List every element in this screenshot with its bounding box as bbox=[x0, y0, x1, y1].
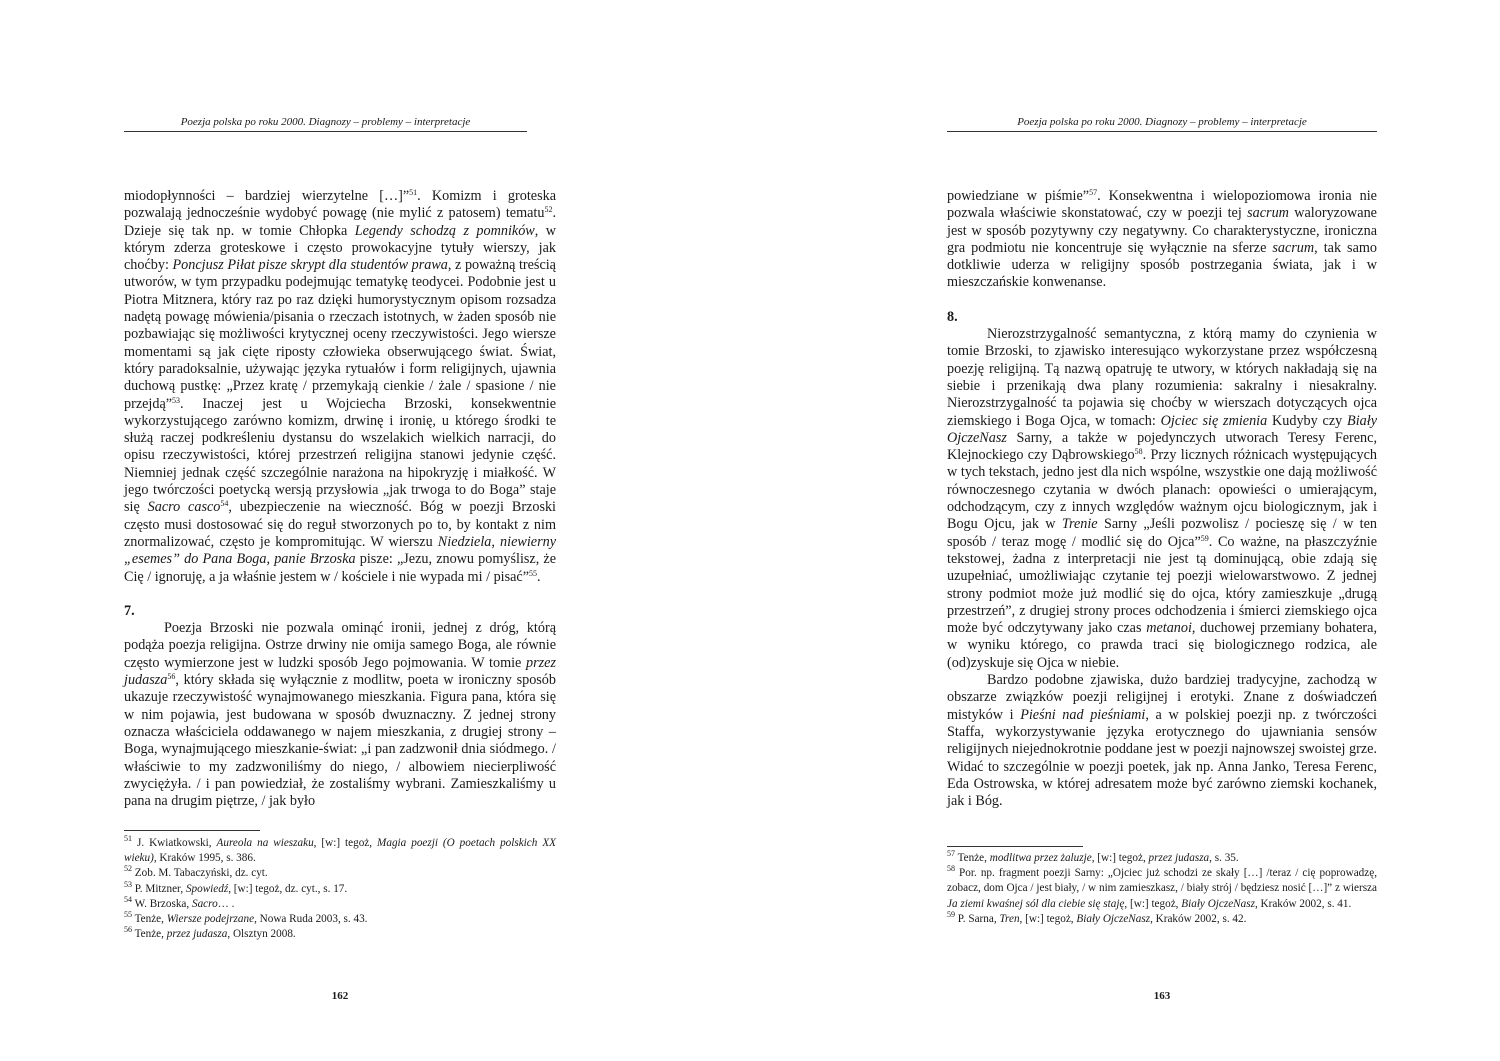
footnote: $^{56}$ Tenże, przez judasza, Olsztyn 2008. bbox=[124, 925, 296, 941]
footnote-rule bbox=[947, 846, 1083, 847]
footnote: $^{53}$ P. Mitzner, Spowiedź, [w:] tegoż, dz. cyt., s. 17. bbox=[124, 879, 348, 895]
paragraph: Nierozstrzygalność semantyczna, z którą mamy do czynienia w tomie Brzoski, to zjawisko interesująco wykorzystane przez współczesną poezję religijną. Tą nazwą opatruję te utwory, w których nakładają się na siebie i przenikają dwa plany rozumienia: sakralny i niesakralny. Nierozstrzygalność ta pojawia się choćby w wierszach dotyczących ojca ziemskiego i Boga Ojca, w tomach: Ojciec się zmienia Kudyby czy Biały OjczeNasz Sarny, a także w pojedynczych utworach Teresy Ferenc, Klejnockiego czy Dąbrowskiego$^{58}$. Przy licznych różnicach występujących w tych tekstach, jedno jest dla nich wspólne, wszystkie one dają możliwość równoczesnego czytania w dwóch planach: opowieści o umierającym, odchodzącym, czy z innych względów ważnym ojcu biologicznym, jak i Bogu Ojcu, jak w Trenie Sarny „Jeśli pozwolisz / pocieszę się / w ten sposób / teraz mogę / modlić się do Ojca”$^{59}$. Co ważne, na płaszczyźnie tekstowej, żadna z interpretacji nie jest tą dominującą, obie zdają się uzupełniać, umożliwiając czytanie tej poezji wielowarstwowo. Z jednej strony podmiot może już modlić się do ojca, który zamieszkuje „drugą przestrzeń”, z drugiej strony proces odchodzenia i śmierci ziemskiego ojca może być odczytywany jako czas metanoi, duchowej przemiany bohatera, w wyniku którego, co prawda traci się biologicznego rodzica, ale (od)zyskuje się Ojca w niebie. bbox=[947, 326, 1378, 671]
footnote: $^{59}$ P. Sarna, Tren, [w:] tegoż, Biały OjczeNasz, Kraków 2002, s. 42. bbox=[947, 909, 1247, 925]
running-head: Poezja polska po roku 2000. Diagnozy – problemy – interpretacje bbox=[1017, 116, 1307, 128]
footnote-ref: 59 bbox=[1200, 533, 1209, 543]
footnote: $^{51}$ J. Kwiatkowski, Aureola na wieszaku, [w:] tegoż, Magia poezji (O poetach polskich XX wieku), Kraków 1995, s. 386. bbox=[124, 834, 556, 865]
page-number: 162 bbox=[331, 990, 349, 1002]
footnote: $^{55}$ Tenże, Wiersze podejrzane, Nowa Ruda 2003, s. 43. bbox=[124, 910, 368, 926]
footnote: $^{54}$ W. Brzoska, Sacro… . bbox=[124, 894, 235, 910]
footnotes bbox=[124, 836, 556, 942]
footnote-ref: 51 bbox=[409, 188, 418, 197]
footnote-ref: 57 bbox=[1089, 188, 1098, 197]
paragraph: powiedziane w piśmie”$^{57}$. Konsekwentna i wielopoziomowa ironia nie pozwala właściwie skonstatować, czy w poezji tej sacrum waloryzowane jest w sposób pozytywny czy negatywny. Co charakterystyczne, ironiczna gra podmiotu nie koncentruje się wyłącznie na sferze sacrum, tak samo dotkliwie uderza w religijny sposób postrzegania świata, jak i w mieszczańskie konwenanse. bbox=[947, 188, 1377, 291]
page-number: 163 bbox=[1153, 990, 1171, 1002]
header-rule bbox=[947, 131, 1377, 132]
body-text bbox=[124, 188, 556, 810]
right-page bbox=[750, 0, 1500, 1061]
footnote-ref: 58 bbox=[1134, 447, 1143, 457]
footnote-ref: 55 bbox=[529, 568, 538, 578]
footnote-ref: 56 bbox=[167, 672, 176, 682]
footnote-ref: 52 bbox=[544, 205, 553, 215]
footnote: $^{58}$ Por. np. fragment poezji Sarny: „Ojciec już schodzi ze skały […] /teraz / cię poprowadzę, zobacz, dom Ojca / jest biały, / w nim zamieszkasz, / biały strój / będziesz nosić […]” z wiersza Ja ziemi kwaśnej sól dla ciebie się staję, [w:] tegoż, Biały OjczeNasz, Kraków 2002, s. 41. bbox=[947, 864, 1377, 910]
footnotes bbox=[947, 851, 1377, 927]
paragraph: Poezja Brzoski nie pozwala ominąć ironii, jednej z dróg, którą podąża poezja religijna. Ostrze drwiny nie omija samego Boga, ale równie często wymierzone jest w ludzki sposób Jego pojmowania. W tomie przez judasza$^{56}$, który składa się wyłącznie z modlitw, poeta w ironiczny sposób ukazuje rzeczywistość wynajmowanego mieszkania. Figura pana, która się w nim pojawia, jest budowana w sposób dwuznaczny. Z jednej strony oznacza właściciela oddawanego w najem mieszkania, z drugiej strony – Boga, wynajmującego mieszkanie-świat: „i pan zadzwonił dnia siódmego. / właściwie to my zadzwoniliśmy do niego, / albowiem niecierpliwość zwyciężyła. / i pan powiedział, że zostaliśmy wybrani. Zamieszkaliśmy u pana na drugim piętrze, / jak było bbox=[124, 620, 556, 810]
footnote: $^{52}$ Zob. M. Tabaczyński, dz. cyt. bbox=[124, 864, 268, 880]
footnote-ref: 53 bbox=[172, 395, 181, 405]
footnote-ref: 54 bbox=[220, 499, 229, 509]
paragraph: Bardzo podobne zjawiska, dużo bardziej tradycyjne, zachodzą w obszarze związków poezji religijnej i erotyki. Znane z doświadczeń mistyków i Pieśni nad pieśniami, a w polskiej poezji np. z twórczości Staffa, wykorzystywanie języka erotycznego do ujawniania sensów religijnych niejednokrotnie poddane jest w poezji najnowszej swoistej grze. Widać to szczególnie w poezji poetek, jak np. Anna Janko, Teresa Ferenc, Eda Ostrowska, w której adresatem może być zarówno ziemski kochanek, jak i Bóg. bbox=[947, 672, 1377, 810]
section-number: 8. bbox=[947, 308, 958, 325]
footnote-rule bbox=[124, 830, 260, 831]
running-head: Poezja polska po roku 2000. Diagnozy – problemy – interpretacje bbox=[180, 116, 471, 128]
section-number: 7. bbox=[124, 602, 135, 619]
footnote: $^{57}$ Tenże, modlitwa przez żaluzje, [w:] tegoż, przez judasza, s. 35. bbox=[947, 849, 1239, 864]
header-rule bbox=[124, 131, 527, 132]
paragraph: miodopłynności – bardziej wierzytelne […]”$^{51}$. Komizm i groteska pozwalają jednocześnie wydobyć powagę (nie mylić z patosem) tematu$^{52}$. Dzieje się tak np. w tomie Chłopka Legendy schodzą z pomników, w którym zderza groteskowe i często prowokacyjne tytuły wierszy, jak choćby: Poncjusz Piłat pisze skrypt dla studentów prawa, z poważną treścią utworów, w tym przypadku podejmując tematykę teodycei. Podobnie jest u Piotra Mitznera, który raz po raz dzięki humorystycznym opisom rozsadza nadętą powagę mówienia/pisania o rzeczach istotnych, w żaden sposób nie pozbawiając się możliwości krytycznej oceny rzeczywistości. Jego wiersze momentami są jak cięte riposty człowieka obserwującego świat. Świat, który paradoksalnie, używając języka rytuałów i form religijnych, ujawnia duchową pustkę: „Przez kratę / przemykają cienkie / żale / spasione / nie przejdą”$^{53}$. Inaczej jest u Wojciecha Brzoski, konsekwentnie wykorzystującego zarówno komizm, drwinę i ironię, u którego środki te służą raczej podkreśleniu dystansu do wszelakich wielkich narracji, do opisu rzeczywistości, której przestrzeń religijna stanowi jedynie część. Niemniej jednak część szczególnie narażona na hipokryzję i miałkość. W jego twórczości poetycką wersją przysłowia „jak trwoga to do Boga” staje się Sacro casco$^{54}$, ubezpieczenie na wieczność. Bóg w poezji Brzoski często musi dostosować się do reguł stworzonych po to, by kontakt z nim znormalizować, często je kompromitując. W wierszu Niedziela, niewierny „esemes” do Pana Boga, panie Brzoska pisze: „Jezu, znowu pomyślisz, że Cię / ignoruję, a ja właśnie jestem w / kościele i nie wypada mi / pisać”$^{55}$. bbox=[124, 188, 557, 585]
body-text bbox=[947, 188, 1377, 810]
